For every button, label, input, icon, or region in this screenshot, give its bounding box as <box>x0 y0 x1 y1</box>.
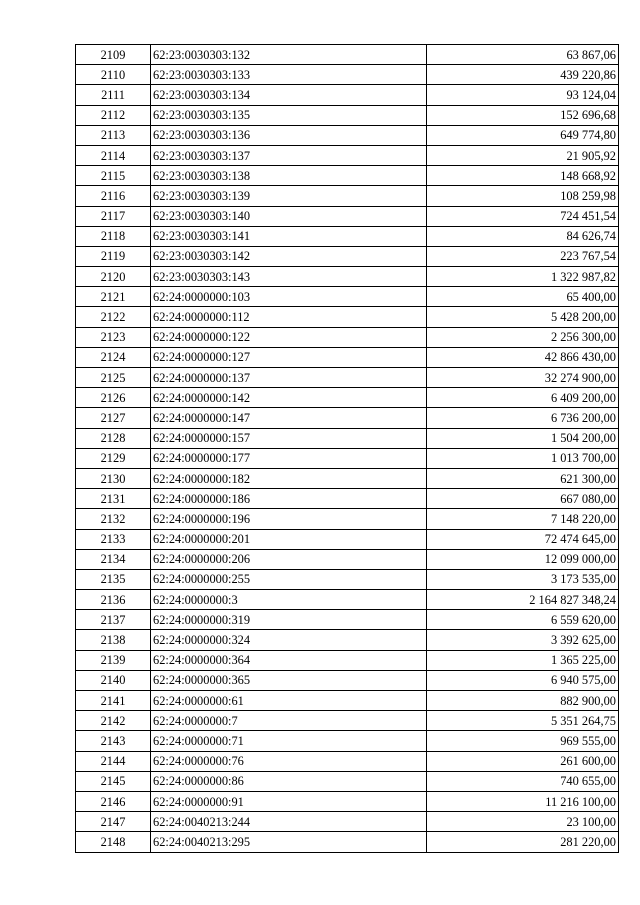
cadastral-number-cell: 62:24:0000000:137 <box>151 368 427 388</box>
cadastral-value-cell: 3 173 535,00 <box>427 569 619 589</box>
cadastral-number-cell: 62:24:0000000:112 <box>151 307 427 327</box>
cadastral-value-cell: 667 080,00 <box>427 489 619 509</box>
table-row <box>76 65 619 85</box>
table-row <box>76 287 619 307</box>
cadastral-number-cell: 62:24:0000000:319 <box>151 610 427 630</box>
cadastral-number-cell: 62:23:0030303:143 <box>151 267 427 287</box>
table-row <box>76 125 619 145</box>
cadastral-value-cell: 1 013 700,00 <box>427 448 619 468</box>
row-number-cell: 2109 <box>76 45 151 65</box>
cadastral-number-cell: 62:24:0000000:127 <box>151 347 427 367</box>
table-row <box>76 105 619 125</box>
table-row <box>76 246 619 266</box>
table-row <box>76 186 619 206</box>
row-number-cell: 2113 <box>76 125 151 145</box>
cadastral-number-cell: 62:24:0000000:206 <box>151 549 427 569</box>
cadastral-number-cell: 62:24:0000000:177 <box>151 448 427 468</box>
cadastral-value-cell: 84 626,74 <box>427 226 619 246</box>
table-row <box>76 267 619 287</box>
table-row <box>76 145 619 165</box>
row-number-cell: 2111 <box>76 85 151 105</box>
row-number-cell: 2138 <box>76 630 151 650</box>
row-number-cell: 2120 <box>76 267 151 287</box>
table-row <box>76 630 619 650</box>
row-number-cell: 2139 <box>76 650 151 670</box>
row-number-cell: 2147 <box>76 812 151 832</box>
cadastral-value-cell: 65 400,00 <box>427 287 619 307</box>
cadastral-value-cell: 3 392 625,00 <box>427 630 619 650</box>
cadastral-value-cell: 72 474 645,00 <box>427 529 619 549</box>
table-row <box>76 751 619 771</box>
row-number-cell: 2126 <box>76 388 151 408</box>
table-row <box>76 307 619 327</box>
row-number-cell: 2140 <box>76 670 151 690</box>
table-row <box>76 368 619 388</box>
cadastral-value-cell: 148 668,92 <box>427 166 619 186</box>
cadastral-value-cell: 223 767,54 <box>427 246 619 266</box>
table-row <box>76 812 619 832</box>
row-number-cell: 2122 <box>76 307 151 327</box>
row-number-cell: 2142 <box>76 711 151 731</box>
cadastral-value-cell: 152 696,68 <box>427 105 619 125</box>
table-row <box>76 711 619 731</box>
row-number-cell: 2110 <box>76 65 151 85</box>
cadastral-number-cell: 62:23:0030303:141 <box>151 226 427 246</box>
row-number-cell: 2135 <box>76 569 151 589</box>
table-row <box>76 590 619 610</box>
cadastral-number-cell: 62:24:0040213:244 <box>151 812 427 832</box>
cadastral-value-cell: 724 451,54 <box>427 206 619 226</box>
row-number-cell: 2123 <box>76 327 151 347</box>
table-row <box>76 569 619 589</box>
row-number-cell: 2134 <box>76 549 151 569</box>
cadastral-value-cell: 5 428 200,00 <box>427 307 619 327</box>
table-row <box>76 448 619 468</box>
cadastral-number-cell: 62:24:0000000:122 <box>151 327 427 347</box>
table-row <box>76 610 619 630</box>
table-row <box>76 670 619 690</box>
cadastral-number-cell: 62:24:0000000:3 <box>151 590 427 610</box>
table-row <box>76 428 619 448</box>
table-row <box>76 408 619 428</box>
table-row <box>76 549 619 569</box>
row-number-cell: 2133 <box>76 529 151 549</box>
cadastral-value-cell: 11 216 100,00 <box>427 791 619 811</box>
cadastral-value-cell: 5 351 264,75 <box>427 711 619 731</box>
cadastral-value-cell: 2 164 827 348,24 <box>427 590 619 610</box>
cadastral-value-cell: 32 274 900,00 <box>427 368 619 388</box>
cadastral-number-cell: 62:23:0030303:134 <box>151 85 427 105</box>
cadastral-number-cell: 62:24:0040213:295 <box>151 832 427 852</box>
row-number-cell: 2112 <box>76 105 151 125</box>
table-row <box>76 226 619 246</box>
table-row <box>76 347 619 367</box>
cadastral-number-cell: 62:23:0030303:142 <box>151 246 427 266</box>
table-row <box>76 509 619 529</box>
table-row <box>76 731 619 751</box>
row-number-cell: 2137 <box>76 610 151 630</box>
cadastral-value-cell: 969 555,00 <box>427 731 619 751</box>
cadastral-number-cell: 62:24:0000000:196 <box>151 509 427 529</box>
cadastral-number-cell: 62:24:0000000:103 <box>151 287 427 307</box>
cadastral-value-cell: 740 655,00 <box>427 771 619 791</box>
cadastral-value-cell: 6 940 575,00 <box>427 670 619 690</box>
cadastral-value-cell: 42 866 430,00 <box>427 347 619 367</box>
row-number-cell: 2116 <box>76 186 151 206</box>
row-number-cell: 2136 <box>76 590 151 610</box>
table-row <box>76 529 619 549</box>
cadastral-value-cell: 281 220,00 <box>427 832 619 852</box>
cadastral-number-cell: 62:24:0000000:182 <box>151 468 427 488</box>
table-row <box>76 771 619 791</box>
cadastral-value-cell: 439 220,86 <box>427 65 619 85</box>
cadastral-number-cell: 62:24:0000000:76 <box>151 751 427 771</box>
table-row <box>76 791 619 811</box>
row-number-cell: 2114 <box>76 145 151 165</box>
cadastral-number-cell: 62:23:0030303:136 <box>151 125 427 145</box>
cadastral-value-cell: 108 259,98 <box>427 186 619 206</box>
table-row <box>76 489 619 509</box>
table-row <box>76 468 619 488</box>
cadastral-value-cell: 6 409 200,00 <box>427 388 619 408</box>
cadastral-value-cell: 7 148 220,00 <box>427 509 619 529</box>
row-number-cell: 2141 <box>76 691 151 711</box>
cadastral-value-cell: 2 256 300,00 <box>427 327 619 347</box>
table-row <box>76 388 619 408</box>
row-number-cell: 2148 <box>76 832 151 852</box>
cadastral-value-cell: 261 600,00 <box>427 751 619 771</box>
table-row <box>76 206 619 226</box>
cadastral-number-cell: 62:24:0000000:157 <box>151 428 427 448</box>
row-number-cell: 2131 <box>76 489 151 509</box>
cadastral-number-cell: 62:23:0030303:135 <box>151 105 427 125</box>
row-number-cell: 2125 <box>76 368 151 388</box>
cadastral-value-cell: 1 504 200,00 <box>427 428 619 448</box>
table-row <box>76 691 619 711</box>
cadastral-value-cell: 23 100,00 <box>427 812 619 832</box>
cadastral-number-cell: 62:23:0030303:133 <box>151 65 427 85</box>
cadastral-number-cell: 62:23:0030303:140 <box>151 206 427 226</box>
cadastral-number-cell: 62:24:0000000:86 <box>151 771 427 791</box>
cadastral-value-cell: 1 322 987,82 <box>427 267 619 287</box>
row-number-cell: 2121 <box>76 287 151 307</box>
cadastral-value-cell: 21 905,92 <box>427 145 619 165</box>
cadastral-value-table <box>75 44 619 853</box>
row-number-cell: 2144 <box>76 751 151 771</box>
cadastral-value-cell: 6 736 200,00 <box>427 408 619 428</box>
cadastral-value-cell: 882 900,00 <box>427 691 619 711</box>
row-number-cell: 2124 <box>76 347 151 367</box>
row-number-cell: 2145 <box>76 771 151 791</box>
cadastral-value-cell: 12 099 000,00 <box>427 549 619 569</box>
row-number-cell: 2146 <box>76 791 151 811</box>
cadastral-value-cell: 63 867,06 <box>427 45 619 65</box>
cadastral-value-cell: 649 774,80 <box>427 125 619 145</box>
row-number-cell: 2132 <box>76 509 151 529</box>
cadastral-number-cell: 62:24:0000000:364 <box>151 650 427 670</box>
row-number-cell: 2118 <box>76 226 151 246</box>
cadastral-number-cell: 62:24:0000000:91 <box>151 791 427 811</box>
table-row <box>76 85 619 105</box>
table-body <box>76 45 619 853</box>
row-number-cell: 2117 <box>76 206 151 226</box>
cadastral-number-cell: 62:24:0000000:201 <box>151 529 427 549</box>
cadastral-number-cell: 62:24:0000000:71 <box>151 731 427 751</box>
table-row <box>76 832 619 852</box>
cadastral-number-cell: 62:24:0000000:255 <box>151 569 427 589</box>
table-row <box>76 166 619 186</box>
row-number-cell: 2119 <box>76 246 151 266</box>
cadastral-number-cell: 62:24:0000000:365 <box>151 670 427 690</box>
cadastral-number-cell: 62:23:0030303:138 <box>151 166 427 186</box>
cadastral-value-cell: 6 559 620,00 <box>427 610 619 630</box>
cadastral-number-cell: 62:23:0030303:139 <box>151 186 427 206</box>
row-number-cell: 2127 <box>76 408 151 428</box>
cadastral-value-cell: 621 300,00 <box>427 468 619 488</box>
cadastral-value-cell: 93 124,04 <box>427 85 619 105</box>
table-row <box>76 327 619 347</box>
row-number-cell: 2143 <box>76 731 151 751</box>
cadastral-number-cell: 62:24:0000000:324 <box>151 630 427 650</box>
cadastral-number-cell: 62:24:0000000:61 <box>151 691 427 711</box>
row-number-cell: 2128 <box>76 428 151 448</box>
cadastral-number-cell: 62:24:0000000:7 <box>151 711 427 731</box>
row-number-cell: 2129 <box>76 448 151 468</box>
cadastral-number-cell: 62:24:0000000:147 <box>151 408 427 428</box>
cadastral-number-cell: 62:24:0000000:142 <box>151 388 427 408</box>
cadastral-number-cell: 62:23:0030303:137 <box>151 145 427 165</box>
cadastral-value-cell: 1 365 225,00 <box>427 650 619 670</box>
table-row <box>76 45 619 65</box>
cadastral-number-cell: 62:24:0000000:186 <box>151 489 427 509</box>
cadastral-number-cell: 62:23:0030303:132 <box>151 45 427 65</box>
row-number-cell: 2130 <box>76 468 151 488</box>
row-number-cell: 2115 <box>76 166 151 186</box>
table-row <box>76 650 619 670</box>
